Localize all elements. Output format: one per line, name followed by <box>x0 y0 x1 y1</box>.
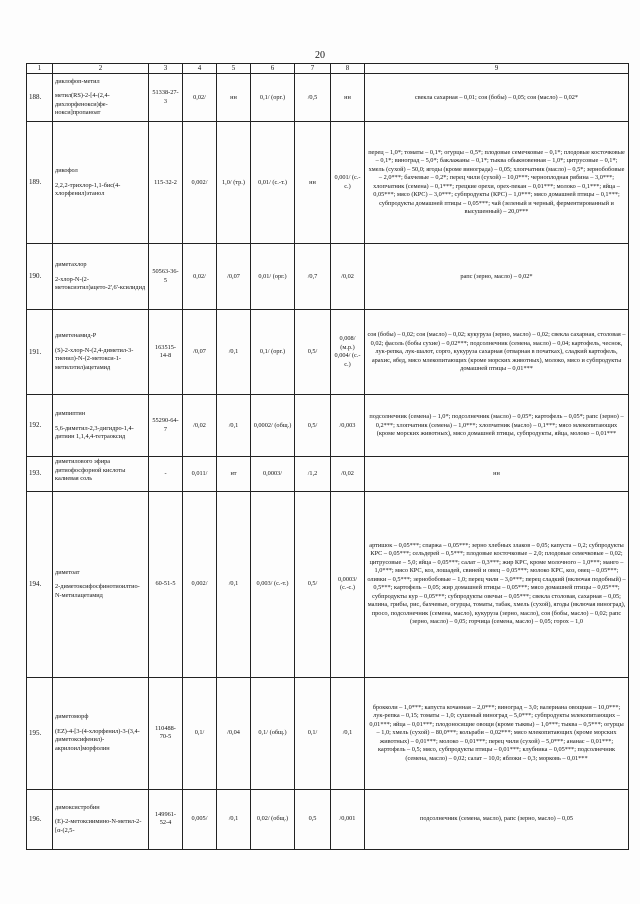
value-col-8: /0,003 <box>331 395 365 457</box>
column-header: 5 <box>217 64 251 74</box>
substance-cell <box>53 74 149 122</box>
row-number: 188. <box>27 74 53 122</box>
value-col-8: /0,02 <box>331 244 365 310</box>
substance-cell <box>53 310 149 395</box>
substance-cell <box>53 457 149 492</box>
value-col-4: 0,002/ <box>183 491 217 677</box>
residue-limits: рапс (зерно, масло) – 0,02* <box>365 244 629 310</box>
value-col-5: 1,0/ (тр.) <box>217 122 251 244</box>
substance-cell <box>53 395 149 457</box>
value-col-8: /0,001 <box>331 789 365 849</box>
value-col-4: /0,02 <box>183 395 217 457</box>
value-col-5: /0,1 <box>217 395 251 457</box>
column-header: 4 <box>183 64 217 74</box>
value-col-7: 0,5/ <box>295 395 331 457</box>
value-col-6: 0,01/ (с.-т.) <box>251 122 295 244</box>
column-header: 3 <box>149 64 183 74</box>
value-col-5: /0,04 <box>217 677 251 789</box>
value-col-7: 0,5/ <box>295 310 331 395</box>
substance-name: дикофол <box>55 167 78 175</box>
column-header: 2 <box>53 64 149 74</box>
value-col-7: /0,5 <box>295 74 331 122</box>
value-col-4: 0,002/ <box>183 122 217 244</box>
residue-limits: брокколи – 1,0***; капуста кочанная – 2,0***; виноград – 3,0; валериана овощная – 10,0***; лук-репка – 0,15; томаты – 1,0; сушеный виноград – 5,0***; субпродукты млекопитающих – 0,01***; яйца – 0,01***; плодоносящие овощи (кроме тыквы) – 1,0***; тыква – 0,5***; огурцы – 1,0; хмель (сухой) – 80,0***; кольраби – 0,02***; мясо млекопитающих (кроме морских животных) – 0,01***; молоко – 0,01***; перец чили (сухой) – 5,0***; ананас – 0,01***; картофель – 0,5; мясо, субпродукты птицы – 0,01***; клубника – 0,05***; подсолнечник (семена, масло) – 0,02; салат – 10,0; яблоки – 0,3; морковь – 0,01*** <box>365 677 629 789</box>
row-number: 189. <box>27 122 53 244</box>
value-col-5: /0,1 <box>217 310 251 395</box>
value-col-6: 0,01/ (орг.) <box>251 244 295 310</box>
table-row <box>27 244 629 310</box>
table-row <box>27 491 629 677</box>
value-col-8: 0,001/ (с.-с.) <box>331 122 365 244</box>
table-row <box>27 677 629 789</box>
chemical-name: 5,6-диметил-2,3-дигидро-1,4-дитиин 1,1,4,4-тетраоксид <box>55 424 134 441</box>
value-col-7: /1,2 <box>295 457 331 492</box>
substance-name: диметилового эфира дитиофосфорной кислоты калиевая соль <box>55 458 126 483</box>
cas-number: 149961-52-4 <box>149 789 183 849</box>
value-col-8: 0,0003/ (с.-с.) <box>331 491 365 677</box>
table-row <box>27 789 629 849</box>
substance-cell <box>53 122 149 244</box>
substance-name: диметахлор <box>55 261 87 269</box>
hygienic-standards-table <box>26 63 629 850</box>
value-col-8: /0,1 <box>331 677 365 789</box>
substance-cell <box>53 677 149 789</box>
substance-name: димпиптин <box>55 410 86 418</box>
row-number: 191. <box>27 310 53 395</box>
value-col-7: 0,1/ <box>295 677 331 789</box>
table-row <box>27 395 629 457</box>
residue-limits: свекла сахарная – 0,01; соя (бобы) – 0,05; соя (масло) – 0,02* <box>365 74 629 122</box>
value-col-6: 0,003/ (с.-т.) <box>251 491 295 677</box>
value-col-4: 0,011/ <box>183 457 217 492</box>
cas-number: 60-51-5 <box>149 491 183 677</box>
residue-limits: нн <box>365 457 629 492</box>
column-header: 9 <box>365 64 629 74</box>
residue-limits: артишок – 0,05***; спаржа – 0,05***; зерно хлебных злаков – 0,05; капуста – 0,2; субпродукты КРС – 0,05***; сельдерей – 0,5***; плодовые косточковые – 2,0; плодовые семечковые – 0,02; цитрусовые – 5,0; яйца – 0,05***; салат – 0,3***; жир КРС, кроме молочного – 1,0***; манго – 1,0***; мясо КРС, коз, лошадей, свиней и овец – 0,05***; молоко КРС, коз, овец – 0,05***; оливки – 0,5***; зернобобовые – 1,0; перец чили – 3,0***; перец сладкий (включая подобный) – 0,5***; картофель – 0,05; жир домашней птицы – 0,05***; мясо домашней птицы – 0,05***; субпродукты кур – 0,05***; субпродукты овечьи – 0,05***; свекла столовая, сахарная – 0,05; малина, грибы, рис, бахчевые, огурцы, томаты, табак, хмель (сухой), ягоды (включая виноград), просо, подсолнечник (семена, масло), кукуруза (зерно, масло), соя (бобы, масло) – 0,02; рапс (зерно, масло) – 0,05; горчица (семена, масло) – 0,05; горох – 1,0 <box>365 491 629 677</box>
row-number: 195. <box>27 677 53 789</box>
value-col-7: /0,7 <box>295 244 331 310</box>
value-col-8: нн <box>331 74 365 122</box>
value-col-5: /0,1 <box>217 789 251 849</box>
value-col-7: 0,5/ <box>295 491 331 677</box>
row-number: 194. <box>27 491 53 677</box>
cas-number: 110488-70-5 <box>149 677 183 789</box>
value-col-7: 0,5 <box>295 789 331 849</box>
value-col-5: /0,07 <box>217 244 251 310</box>
chemical-name: 2-диметоксифосфинотиоилтио-N-метилацетамид <box>55 583 140 599</box>
substance-name: диметоморф <box>55 713 89 721</box>
cas-number: 115-32-2 <box>149 122 183 244</box>
substance-cell <box>53 491 149 677</box>
row-number: 196. <box>27 789 53 849</box>
chemical-name: (E)-2-метоксиимино-N-метил-2-[α-(2,5- <box>55 818 142 834</box>
table-row <box>27 310 629 395</box>
value-col-6: 0,1/ (орг.) <box>251 310 295 395</box>
cas-number: 51338-27-3 <box>149 74 183 122</box>
table-row <box>27 457 629 492</box>
substance-name: диметоат <box>55 568 80 576</box>
chemical-name: (EZ)-4-[3-(4-хлорфенил)-3-(3,4-диметоксифенил)-акрилоил]морфолин <box>55 727 140 752</box>
value-col-5: нт <box>217 457 251 492</box>
chemical-name: (S)-2-хлор-N-(2,4-диметил-3-тиенил)-N-(2-метокси-1-метилэтил)ацетамид <box>55 346 134 371</box>
value-col-6: 0,1/ (орг.) <box>251 74 295 122</box>
cas-number: 163515-14-8 <box>149 310 183 395</box>
table-row <box>27 74 629 122</box>
cas-number: - <box>149 457 183 492</box>
cas-number: 50563-36-5 <box>149 244 183 310</box>
substance-cell <box>53 789 149 849</box>
page-number: 20 <box>315 50 325 61</box>
value-col-8: /0,02 <box>331 457 365 492</box>
chemical-name: 2,2,2-трихлор-1,1-бис(4-хлорфенил)этанол <box>55 181 121 198</box>
value-col-4: 0,1/ <box>183 677 217 789</box>
row-number: 190. <box>27 244 53 310</box>
value-col-4: 0,02/ <box>183 244 217 310</box>
residue-limits: подсолнечник (семена) – 1,0*; подсолнечник (масло) – 0,05*; картофель – 0,05*; рапс (зерно) – 0,2***; хлопчатник (семена) – 1,0***; хлопчатник (масло) – 0,1***; мясо млекопитающих (кроме морских животных), мясо домашней птицы, субпродукты, яйца, молоко – 0,01*** <box>365 395 629 457</box>
substance-name: димоксистробин <box>55 803 100 811</box>
row-number: 192. <box>27 395 53 457</box>
column-header: 7 <box>295 64 331 74</box>
residue-limits: подсолнечник (семена, масло), рапс (зерно, масло) – 0,05 <box>365 789 629 849</box>
chemical-name: метил(RS)-2-[4-(2,4-дихлорфенокси)фе-нокси]пропаноат <box>55 92 110 117</box>
column-header: 8 <box>331 64 365 74</box>
residue-limits: соя (бобы) – 0,02; соя (масло) – 0,02; кукуруза (зерно, масло) – 0,02; свекла сахарная, столовая – 0,02; фасоль (бобы сухие) – 0,02***; подсолнечник (семена, масло) – 0,04; картофель, чеснок, лук-репка, лук-шалот, сорго, кукуруза сахарная (отварная в початках), сладкий картофель, арахис, ябед, мясо млекопитающих (кроме морских животных), молоко, мясо и субпродукты домашней птицы – 0,01*** <box>365 310 629 395</box>
value-col-7: нн <box>295 122 331 244</box>
column-header: 1 <box>27 64 53 74</box>
value-col-4: /0,07 <box>183 310 217 395</box>
value-col-5: нн <box>217 74 251 122</box>
value-col-6: 0,1/ (общ.) <box>251 677 295 789</box>
value-col-6: 0,02/ (общ.) <box>251 789 295 849</box>
table-row <box>27 122 629 244</box>
substance-name: диметенамид-Р <box>55 332 97 340</box>
value-col-4: 0,005/ <box>183 789 217 849</box>
cas-number: 55290-64-7 <box>149 395 183 457</box>
value-col-5: /0,1 <box>217 491 251 677</box>
column-header: 6 <box>251 64 295 74</box>
value-col-6: 0,0003/ <box>251 457 295 492</box>
value-col-8: 0,008/ (м.р.) 0,004/ (с.-с.) <box>331 310 365 395</box>
substance-cell <box>53 244 149 310</box>
value-col-6: 0,0002/ (общ.) <box>251 395 295 457</box>
chemical-name: 2-хлор-N-(2-метоксиэтил)ацето-2',6'-ксилидид <box>55 275 146 292</box>
row-number: 193. <box>27 457 53 492</box>
value-col-4: 0,02/ <box>183 74 217 122</box>
column-number-row <box>27 64 629 74</box>
substance-name: диклофоп-метил <box>55 77 100 85</box>
residue-limits: перец – 1,0*; томаты – 0,1*; огурцы – 0,5*; плодовые семечковые – 0,1*; плодовые косточковые – 0,1*; виноград – 5,0*; баклажаны – 0,1*; тыква обыкновенная – 1,0*; цитрусовые – 0,1*; хмель (сухой) – 50,0; ягоды (кроме винограда) – 0,05; хлопчатник (масло) – 0,5*; зернобобовые – 2,0***; бахчевые – 0,2*; перец чили (сухой) – 10,0***; черноплодная рябина – 3,0***; хлопчатник (семена) – 0,1***; грецкие орехи, орех-пекан – 0,01***; молоко – 0,1***; яйца – 0,05***; мясо (КРС) – 3,0***; субпродукты (КРС) – 1,0***; мясо домашней птицы – 0,1***; субпродукты домашней птицы – 0,05***; чай (зеленый и черный, ферментированный и высушенный) – 20,0*** <box>365 122 629 244</box>
